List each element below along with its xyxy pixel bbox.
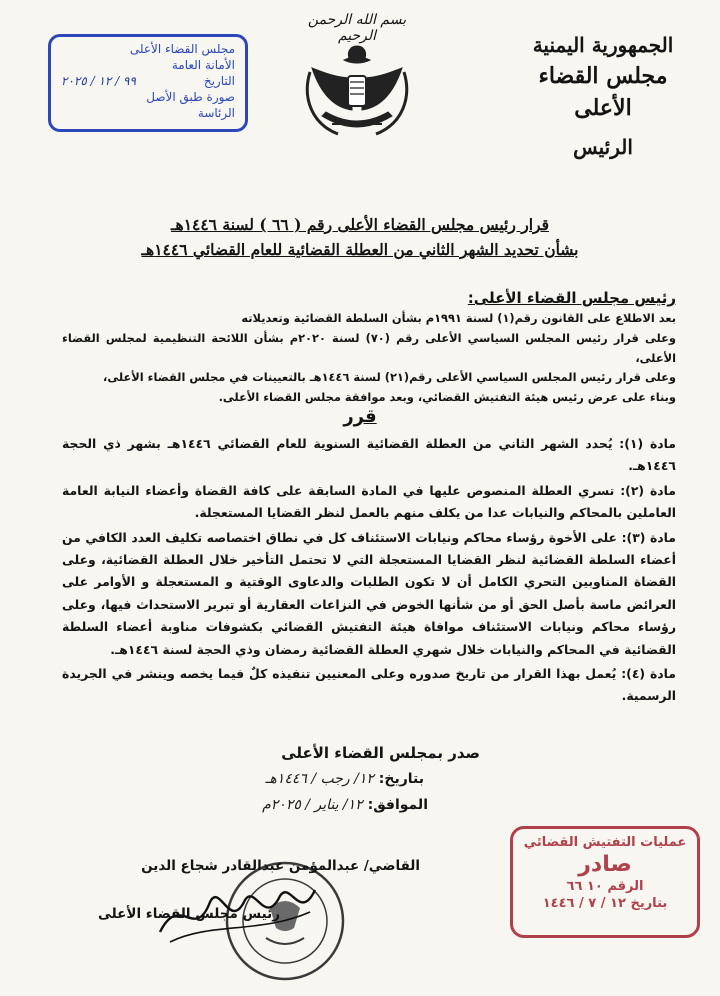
office-title: الرئيس (573, 135, 633, 159)
blue-stamp-line5: الرئاسة (197, 106, 235, 120)
articles (62, 433, 676, 710)
hijri-date: بتاريخ: ١٢/ رجب / ١٤٤٦هـ (265, 771, 424, 787)
gregorian-date: الموافق: ١٢/ يناير / ٢٠٢٥م (262, 797, 428, 813)
addressee: رئيس مجلس القضاء الأعلى: (467, 289, 676, 307)
preamble-line: وبناء على عرض رئيس هيئة التفتيش القضائي، وبعد موافقة مجلس القضاء الأعلى. (218, 390, 676, 405)
signatory-title: رئيس مجلس القضاء الأعلى (98, 906, 280, 922)
country-name: الجمهورية اليمنية (532, 33, 674, 57)
hijri-date-label: بتاريخ (384, 771, 424, 787)
blue-stamp-date-label: التاريخ (203, 74, 235, 88)
issued-statement: صدر بمجلس القضاء الأعلى (281, 744, 480, 762)
red-stamp-line1: عمليات التفتيش القضائي (523, 835, 687, 850)
article-text: تسري العطلة المنصوص عليها في المادة السابقة على كافة القضاة وأعضاء النيابة العامة العاملين بالمحاكم والنيابات عدا من يكلف منهم بالعمل لنظر القضايا المستعجلة. (62, 482, 676, 521)
blue-stamp (48, 34, 248, 132)
decree-subject: بشأن تحديد الشهر الثاني من العطلة القضائية للعام القضائي ١٤٤٦هـ (141, 240, 579, 259)
decree-title: قرار رئيس مجلس القضاء الأعلى رقم ( ٦٦ ) لسنة ١٤٤٦هـ (170, 215, 550, 234)
red-stamp-date: بتاريخ ١٢ / ٧ / ١٤٤٦ (542, 896, 668, 911)
council-name: مجلس القضاء الأعلى (538, 63, 668, 121)
hijri-date-value: ١٢/ رجب / ١٤٤٦هـ (265, 771, 374, 787)
article-label: مادة (١): (619, 436, 676, 451)
article-4 (62, 663, 676, 708)
letterhead (508, 30, 698, 164)
preamble-line: وعلى قرار رئيس المجلس السياسي الأعلى رقم(٢١) لسنة ١٤٤٦هـ بالتعيينات في مجلس القضاء الأعلى، (103, 370, 676, 385)
article-text: يُعمل بهذا القرار من تاريخ صدوره وعلى المعنيين تنفيذه كلٌ فيما يخصه وينشر في الجريدة الرسمية. (62, 666, 676, 704)
red-stamp-status: صادر (578, 852, 632, 877)
article-label: مادة (٢): (620, 482, 676, 498)
gregorian-date-label: الموافق (373, 797, 428, 813)
article-3 (62, 527, 676, 661)
red-stamp (510, 826, 700, 938)
signatory-name: القاضي/ عبدالمؤمن عبدالقادر شجاع الدين (141, 858, 420, 874)
blue-stamp-line4: صورة طبق الأصل (146, 90, 235, 104)
blue-stamp-date-value: ٩٩ / ١٢ / ٢٠٢٥ (61, 74, 136, 88)
gregorian-date-value: ١٢/ يناير / ٢٠٢٥م (262, 797, 363, 813)
article-2 (62, 480, 676, 525)
decided-heading: قرر (343, 406, 377, 427)
article-text: يُحدد الشهر الثاني من العطلة القضائية السنوية للعام القضائي ١٤٤٦هـ بشهر ذي الحجة ١٤٤٦هـ. (62, 436, 676, 474)
preamble-line: بعد الاطلاع على القانون رقم(١) لسنة ١٩٩١م بشأن السلطة القضائية وتعديلاته (241, 311, 676, 325)
preamble-line: وعلى قرار رئيس المجلس السياسي الأعلى رقم (٧٠) لسنة ٢٠٢٠م بشأن اللائحة التنظيمية لمجلس القضاء الأعلى، (62, 330, 676, 365)
article-text: على الأخوة رؤساء محاكم ونيابات الاستئناف كل في نطاق اختصاصه تكليف العدد الكافي من أعضاء السلطة القضائية لنظر القضايا المستعجلة التي لا تحتمل التأخير خلال العطلة القضائية، وعلى القضاة المناوبين التحري الكامل أن لا تكون الطلبات والدعاوى الوقتية و المستعجلة و الأوامر على العرائض ماسة بأصل الحق أو من شأنها الخوض في النزاعات العقارية أو تبرير الاستحداث فيها، وعلى رؤساء محاكم ونيابات الاستئناف موافاة هيئة التفتيش القضائي بكشوفات مناوبة أعضاء السلطة القضائية في المحاكم والنيابات خلال شهري العطلة القضائية رمضان وذي الحجة لسنة ١٤٤٦هـ. (62, 529, 676, 657)
blue-stamp-line1: مجلس القضاء الأعلى (129, 42, 235, 56)
red-stamp-number: الرقم ١٠ ٦٦ (566, 879, 644, 894)
eagle-emblem-icon (292, 38, 422, 148)
blue-stamp-line2: الأمانة العامة (171, 58, 235, 72)
article-label: مادة (٣): (621, 529, 676, 545)
preamble (62, 309, 676, 408)
article-label: مادة (٤): (621, 666, 676, 682)
article-1 (62, 433, 676, 478)
basmala: بسم الله الرحمن الرحيم (307, 12, 407, 44)
